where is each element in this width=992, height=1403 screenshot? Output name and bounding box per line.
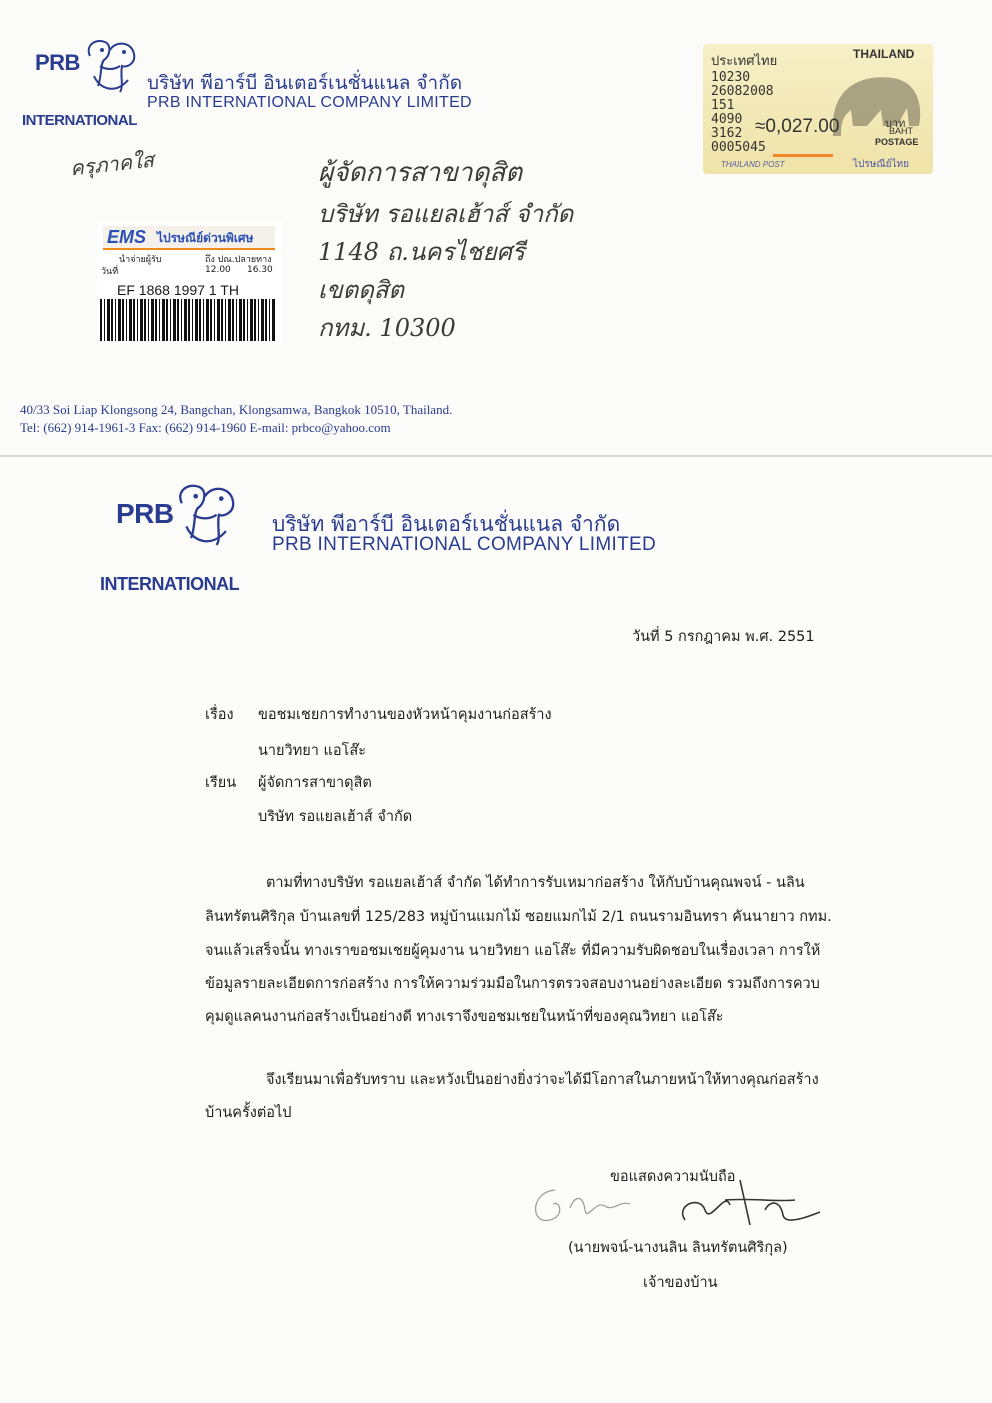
paragraph-1-line-1: ตามที่ทางบริษัท รอแยลเฮ้าส์ จำกัด ได้ทำการรับเหมาก่อสร้าง ให้กับบ้านคุณพจน์ - นลิน [266,875,805,891]
ems-time-1: 12.00 [205,265,231,275]
envelope-logo [20,36,140,136]
postage-stamp [703,44,933,174]
stamp-currency-en: BAHT [889,126,914,136]
elephant-logo-icon [80,36,140,98]
ems-date-label: วันที่ [101,267,119,277]
paragraph-1-line-2: ลินทรัตนศิริกุล บ้านเลขที่ 125/283 หมู่บ้านแมกไม้ ซอยแมกไม้ 2/1 ถนนรามอินทรา คันนายาว กทม. [205,909,832,925]
letter-elephant-logo-icon [170,480,240,552]
stamp-country-en: THAILAND [853,47,915,61]
stamp-code-4: 4090 [711,112,743,127]
signatures [525,1170,825,1245]
company-name-english: PRB INTERNATIONAL COMPANY LIMITED [147,94,472,111]
signer-title: เจ้าของบ้าน [643,1275,718,1291]
envelope-contact: Tel: (662) 914-1961-3 Fax: (662) 914-1960 E-mail: prbco@yahoo.com [20,420,391,435]
paragraph-1-line-3: จนแล้วเสร็จนั้น ทางเราขอชมเชยผู้คุมงาน นายวิทยา แอโส๊ะ ที่มีความรับผิดชอบในเรื่องเวลา การให้ [205,943,821,959]
letter-logo [98,474,240,594]
stamp-code-1: 10230 [711,70,751,85]
stamp-serial: 0005045 [711,140,766,155]
ems-option-1: นำจ่ายผู้รับ [119,255,162,265]
letter [0,458,992,1403]
to-label: เรียน [205,775,237,791]
letter-date: วันที่ 5 กรกฎาคม พ.ศ. 2551 [632,629,815,645]
company-name-thai: บริษัท พีอาร์บี อินเตอร์เนชั่นแนล จำกัด [147,72,463,94]
ems-option-2: ถึง ปณ.ปลายทาง [205,255,272,265]
recipient-line-1: ผู้จัดการสาขาดุสิต [318,158,523,188]
paragraph-1-line-4: ข้อมูลรายละเอียดการก่อสร้าง การให้ความร่วมมือในการตรวจสอบงานอย่างละเอียด รวมถึงการควบ [205,976,820,992]
recipient-line-3: 1148 ถ.นครไชยศรี [318,238,525,266]
signer-name: (นายพจน์-นางนลิน ลินทรัตนศิริกุล) [568,1240,788,1256]
stamp-color-bar [773,154,833,157]
ems-banner [103,226,275,250]
paragraph-1-line-5: คุมดูแลคนงานก่อสร้างเป็นอย่างดี ทางเราจึงขอชมเชยในหน้าที่ของคุณวิทยา แอโส๊ะ [205,1009,724,1025]
envelope-address: 40/33 Soi Liap Klongsong 24, Bangchan, Klongsamwa, Bangkok 10510, Thailand. [20,402,453,417]
closing: ขอแสดงความนับถือ [610,1169,736,1185]
stamp-code-2: 26082008 [711,84,774,99]
letter-logo-international-text: INTERNATIONAL [100,574,240,594]
paragraph-2-line-2: บ้านครั้งต่อไป [205,1105,292,1121]
stamp-value: ≈0,027.00 [755,116,840,137]
stamp-country-thai: ประเทศไทย [711,54,778,69]
subject-line-1: ขอชมเชยการทำงานของหัวหน้าคุมงานก่อสร้าง [258,707,552,723]
letter-company-name-thai: บริษัท พีอาร์บี อินเตอร์เนชั่นแนล จำกัด [272,512,621,536]
ems-barcode [100,299,275,341]
ems-tracking-number: EF 1868 1997 1 TH [117,282,239,298]
stamp-footer-thai: ไปรษณีย์ไทย [853,159,909,170]
recipient-line-2: บริษัท รอแยลเฮ้าส์ จำกัด [318,200,574,228]
stamp-code-5: 3162 [711,126,743,141]
logo-international-text: INTERNATIONAL [22,112,137,129]
ems-service-thai: ไปรษณีย์ด่วนพิเศษ [157,231,254,245]
logo-prb-text: PRB [35,50,80,75]
recipient-line-5: กทม. 10300 [318,314,456,342]
subject-label: เรื่อง [205,707,234,723]
to-line-1: ผู้จัดการสาขาดุสิต [258,775,372,791]
recipient-line-4: เขตดุสิต [318,276,405,304]
letter-company-name-english: PRB INTERNATIONAL COMPANY LIMITED [272,534,656,555]
envelope [0,0,992,457]
stamp-currency-thai: บาท [885,117,906,130]
stamp-footer-en: THAILAND POST [721,160,785,169]
handwritten-note: ครุภาคใส [68,147,155,181]
stamp-postage: POSTAGE [875,137,919,147]
stamp-code-3: 151 [711,98,735,113]
ems-time-2: 16.30 [247,265,273,275]
ems-logo: EMS [107,227,147,247]
subject-line-2: นายวิทยา แอโส๊ะ [258,743,366,759]
to-line-2: บริษัท รอแยลเฮ้าส์ จำกัด [258,809,413,825]
paragraph-2-line-1: จึงเรียนมาเพื่อรับทราบ และหวังเป็นอย่างยิ่งว่าจะได้มีโอกาสในภายหน้าให้ทางคุณก่อสร้าง [266,1072,819,1088]
letter-logo-prb-text: PRB [116,498,174,529]
